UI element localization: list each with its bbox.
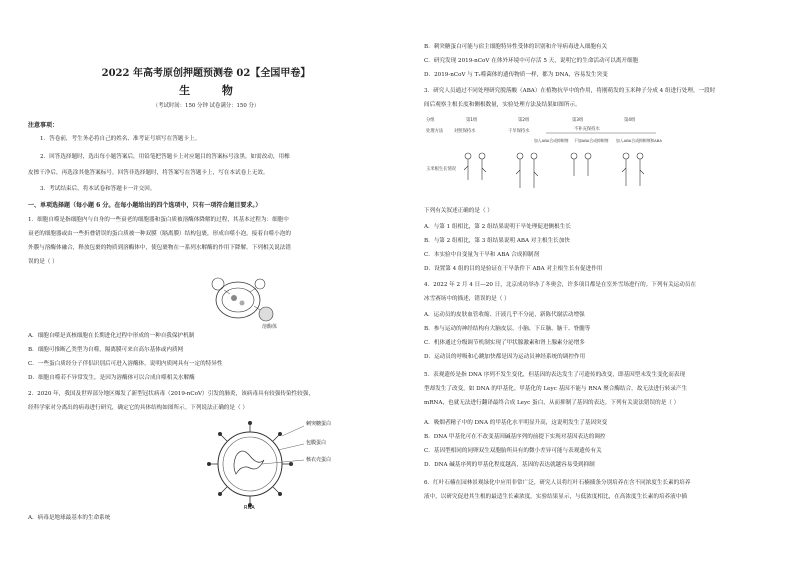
- option-text: D．运动员的呼吸和心跳加快都是因为运动员神经系统的调控作用: [424, 354, 586, 360]
- option-text: A．吸烟者精子中的 DNA 的甲基化水平明显升高，这说明发生了基因突变: [424, 420, 608, 426]
- note-item: 皮擦干净后，再选涂其他答案标号。回答非选择题时，将答案写在答题卡上，写在本试卷上无效。: [28, 170, 269, 176]
- option-text: C．机体通过分级调节机制实现了甲状腺激素和肾上腺素分泌增多: [424, 340, 585, 346]
- treatment-label: 对照保持水: [454, 129, 476, 134]
- group-label: 第1组: [466, 118, 478, 123]
- right-column: [414, 0, 794, 562]
- note-item: 1．答卷前，考生务必将自己的姓名、准考证号填写在答题卡上。: [40, 136, 201, 142]
- notes-heading: 注意事项：: [28, 122, 59, 129]
- question-text: 3．研究人员通过不同处理研究脱落酸（ABA）在植物抗旱中的作用，将刚萌发的玉米种子分成 4 组进行处理，一段时: [424, 88, 716, 94]
- option-text: C．本实验中自变量为干旱和 ABA 合成抑制剂: [424, 252, 540, 258]
- question-text: 误的是（ ）: [28, 259, 58, 265]
- option-text: C．基因型相同的同卵双生双胞胎所具有的微小差异可能与表观遗传有关: [424, 448, 602, 454]
- question-text: 冰雪赛场中的描述，错误的是（ ）: [424, 296, 510, 302]
- sub-treatment-label: 不加ABA合成抑制剂: [574, 138, 609, 143]
- fig-row-label: 处理方法: [426, 129, 444, 134]
- option-text: B．与第 2 组相比，第 3 组结果说明 ABA 对主根生长加快: [424, 238, 570, 244]
- option-text: D．细胞自噬若不异常发生，是因为溶酶体可以合成自噬相关水解酶: [28, 375, 195, 381]
- option-text: B．DNA 甲基化可在不改变基因碱基序列的前提下实现对基因表达的调控: [424, 434, 606, 440]
- note-item: 3．考试结束后，将本试卷和答题卡一并交回。: [40, 186, 156, 192]
- exam-info: （考试时间：150 分钟 试卷满分：150 分）: [152, 103, 260, 109]
- note-item: 2．回答选择题时，选出每小题答案后，用铅笔把答题卡上对应题目的答案标号涂黑。如需改动，用橡: [40, 154, 290, 160]
- question-text: 衰老的细胞器或由一些折叠错误的蛋白质被一种双膜（隔离膜）结构包裹，形成自噬小泡，接着自噬小泡的: [28, 231, 291, 237]
- option-text: A．运动员的皮肤血管收缩、汗液几乎不分泌，新陈代谢活动增强: [424, 312, 585, 318]
- question-text: 下列有关叙述正确的是（ ）: [424, 208, 493, 214]
- option-text: A．与第 1 组相比，第 2 组结果说明干旱处理促进侧根生长: [424, 224, 571, 230]
- group-label: 第3组: [572, 118, 584, 123]
- nucleocapsid-label: 核衣壳蛋白: [306, 457, 332, 463]
- question-text: mRNA，也就无法进行翻译最终合成 Leyc 蛋白，从而抑制了基因的表达。下列有关说法错误的是（ ）: [424, 400, 680, 406]
- treatment-label: 干旱保持水: [508, 129, 530, 134]
- question-text: 6．红叶石楠在园林景观绿化中应用非常广泛，研究人员将红叶石楠插条分别培养在含不同浓度生长素的培养: [424, 480, 691, 486]
- question-text: 经科学家对分离出的病毒进行研究，确定它的具体结构如图所示。下列说法正确的是（ ）: [28, 405, 248, 411]
- coronavirus-figure: [196, 416, 346, 510]
- question-text: 间后观察主根长度和侧根数量，实验处理方法及结果如图所示。: [424, 102, 581, 108]
- question-text: 1．细胞自噬是指细胞内与自身的一些衰老的细胞器和蛋白质被溶酶体降解的过程，其基本过程为：细胞中: [28, 217, 289, 223]
- paper-title: 2022 年高考原创押题预测卷 02【全国甲卷】: [101, 68, 311, 79]
- option-text: A．细胞自噬是真核细胞在长期进化过程中形成的一种自我保护机制: [28, 333, 195, 339]
- sub-treatment-label: 加入ABA合成抑制剂: [534, 138, 569, 143]
- aba-experiment-figure: [424, 114, 664, 196]
- question-text: 5．表观遗传是指 DNA 序列不发生变化，但基因的表达发生了可遗传的改变，即基因型未发生变化而表现: [424, 372, 686, 378]
- option-text: D．DNA 碱基序列的甲基化程度越高，基因的表达就越容易受到抑制: [424, 462, 595, 468]
- option-text: C．一些蛋白质经分子伴侣识别后可进入溶酶体，说明内质网具有一定的特异性: [28, 361, 223, 367]
- option-text: C．研究发现 2019-nCoV 在体外环境中可存活 5 天，说明它的生命活动可以离开细胞: [424, 58, 639, 64]
- group-label: 第2组: [518, 118, 530, 123]
- option-text: D．设置第 4 组的目的是验证在干旱条件下 ABA 对主根生长有促进作用: [424, 266, 603, 272]
- option-text: A．病毒是地球最基本的生命系统: [28, 515, 111, 521]
- rna-label: RNA: [244, 505, 255, 510]
- spike-protein-label: 刺突糖蛋白: [306, 421, 332, 427]
- option-text: B．刺突糖蛋白可能与宿主细胞特异性受体的识别和介导病毒进入细胞有关: [424, 44, 608, 50]
- treatment-label: 不补充保持水: [574, 127, 600, 132]
- option-text: B．参与运动的神经结构有大脑皮层、小脑、下丘脑、脑干、脊髓等: [424, 326, 591, 332]
- question-text: 型却发生了改变，如 DNA 的甲基化。甲基化的 Leyc 基因不能与 RNA 聚合酶结合，故无法进行转录产生: [424, 386, 688, 392]
- fig-row-label: 玉米根生长情况: [426, 167, 457, 172]
- question-text: 2．2020 年，我国及世界部分地区爆发了新型冠状病毒（2019-nCoV）引发的肺炎，该病毒具有较强传染性较强，: [28, 391, 314, 397]
- question-text: 外膜与溶酶体融合，释放包裹的物质到溶酶体中，使包裹物在一系列水解酶的作用下降解。下列相关说法错: [28, 245, 291, 251]
- question-text: 液中，以研究促进其生根的最适生长素浓度。实验结果显示，与低浓度相比，在高浓度生长素的培养液中插: [424, 494, 687, 500]
- option-text: D．2019-nCoV 与 T₂噬菌体的遗传物质一样，都为 DNA，容易发生突变: [424, 72, 608, 78]
- paper-subject: 生 物: [179, 84, 247, 97]
- group-label: 第4组: [624, 118, 636, 123]
- envelope-protein-label: 包膜蛋白: [306, 440, 327, 446]
- lysosome-label: 溶酶体: [262, 324, 278, 330]
- autophagy-figure: [200, 270, 290, 330]
- sub-treatment-label: 加入ABA合成抑制剂和ABA: [616, 138, 662, 143]
- fig-row-label: 分组: [426, 118, 435, 123]
- option-text: B．细胞可推断乙类型为自噬，隔离膜可来自高尔基体或内质网: [28, 347, 184, 353]
- question-text: 4．2022 年 2 月 4 日—20 日，北京成功举办了冬奥会，许多项目都是在室外雪场进行的。下列有关运动员在: [424, 282, 697, 288]
- section-heading: 一、单项选择题（每小题 6 分。在每小题给出的四个选项中，只有一项符合题目要求。）: [28, 202, 262, 209]
